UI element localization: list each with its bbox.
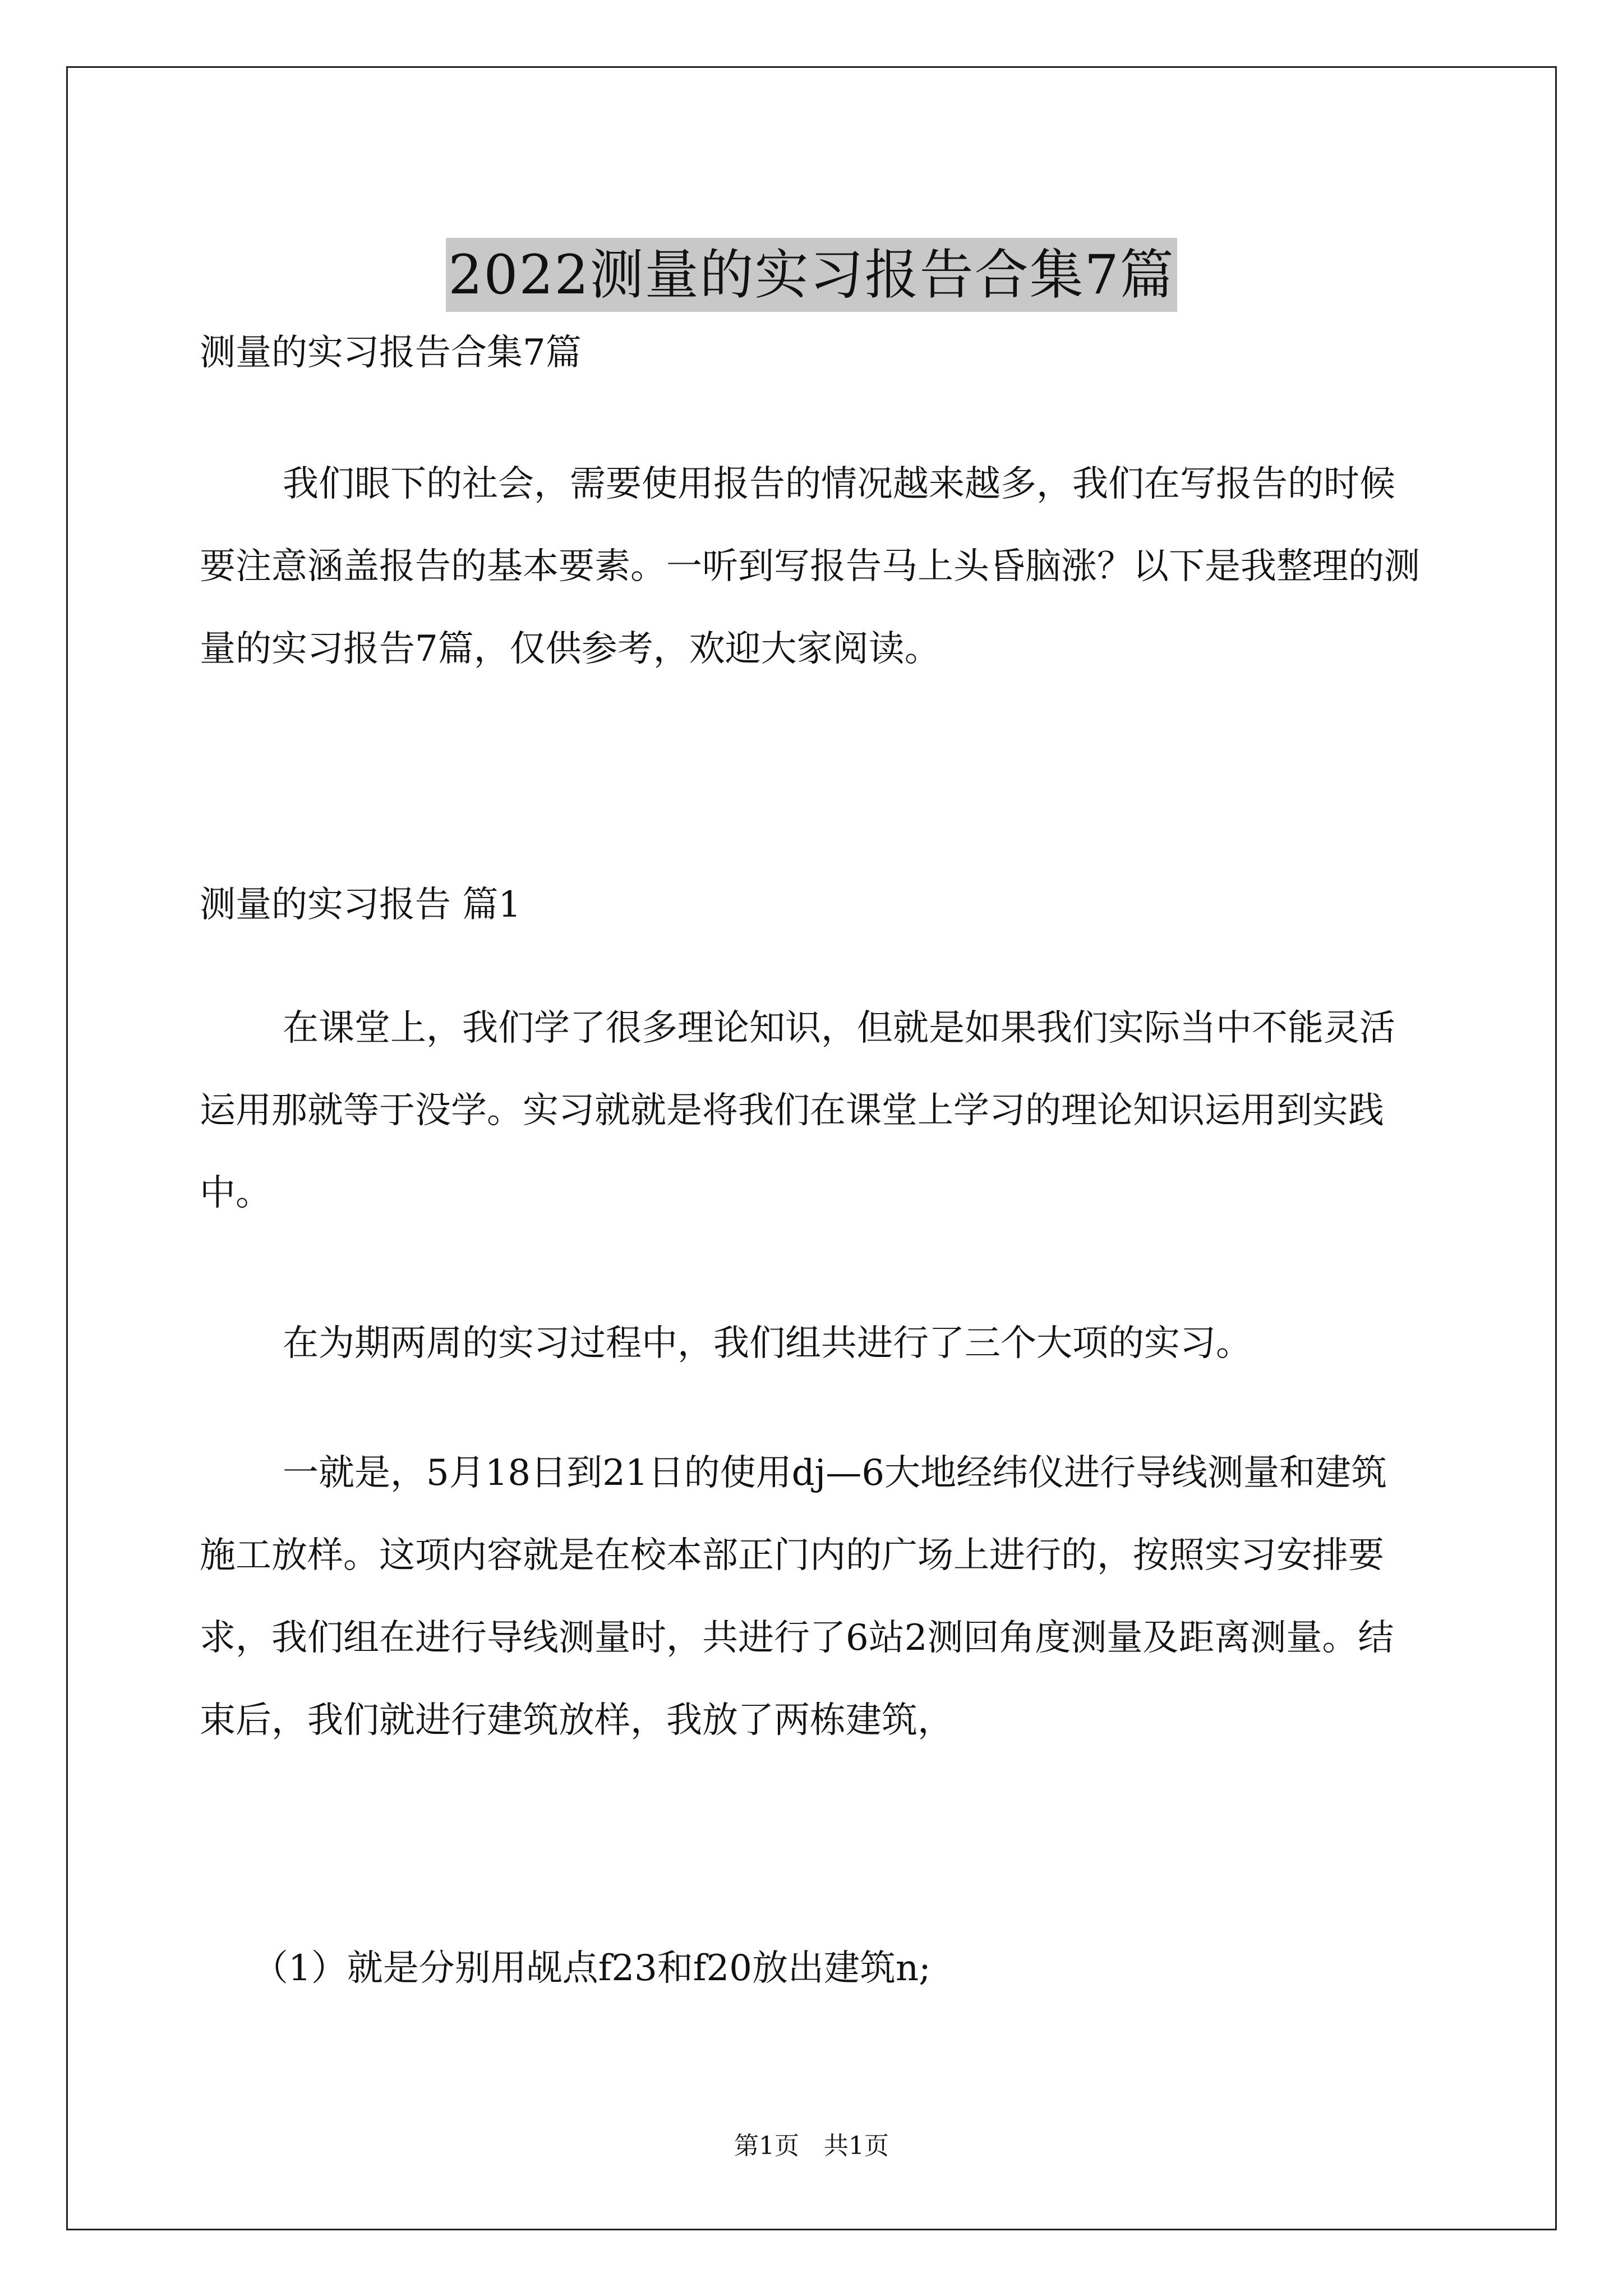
document-title: 2022测量的实习报告合集7篇	[446, 238, 1177, 312]
intro-paragraph: 我们眼下的社会，需要使用报告的情况越来越多，我们在写报告的时候要注意涵盖报告的基本要素。一听到写报告马上头昏脑涨？以下是我整理的测量的实习报告7篇，仅供参考，欢迎大家阅读。	[200, 463, 1420, 670]
body-paragraph-2: 在为期两周的实习过程中，我们组共进行了三个大项的实习。	[283, 1323, 1252, 1364]
body-paragraph-3: 一就是，5月18日到21日的使用dj—6大地经纬仪进行导线测量和建筑施工放样。这项内容就是在校本部正门内的广场上进行的，按照实习安排要求，我们组在进行导线测量时，共进行了6站2测回角度测量及距离测量。结束后，我们就进行建筑放样，我放了两栋建筑，	[200, 1452, 1394, 1741]
document-subtitle: 测量的实习报告合集7篇	[200, 332, 582, 374]
body-paragraph-1: 在课堂上，我们学了很多理论知识，但就是如果我们实际当中不能灵活运用那就等于没学。实习就就是将我们在课堂上学习的理论知识运用到实践中。	[200, 1007, 1395, 1214]
body-paragraph-4: （1）就是分别用觇点f23和f20放出建筑n;	[252, 1948, 931, 1989]
section-heading: 测量的实习报告 篇1	[200, 884, 522, 926]
page-footer: 第1页 共1页	[734, 2132, 889, 2160]
